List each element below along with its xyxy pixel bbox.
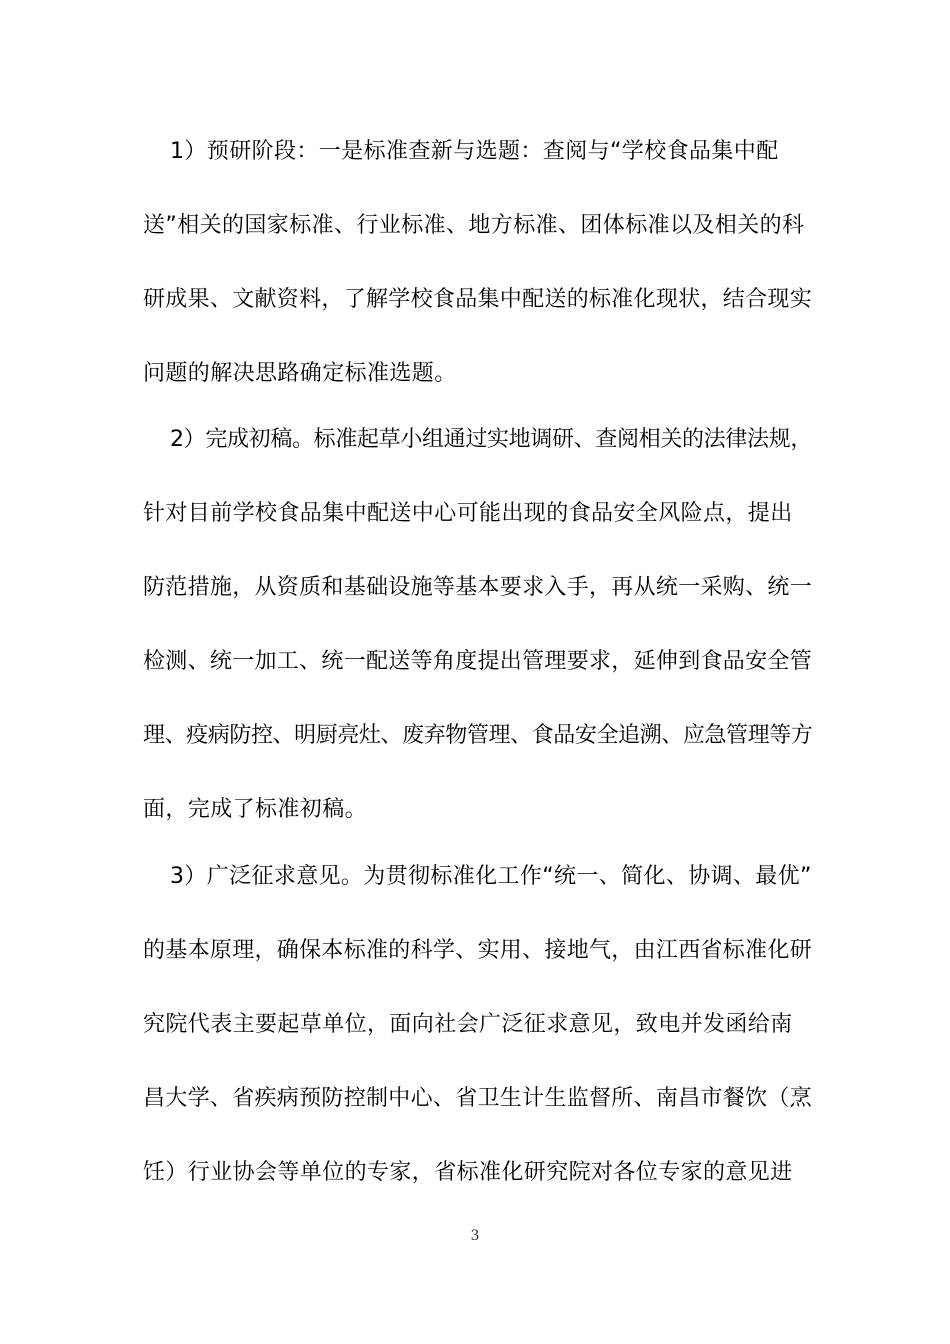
text-line: 究院代表主要起草单位，面向社会广泛征求意见，致电并发函给南 (143, 1012, 793, 1037)
text-line: 问题的解决思路确定标准选题。 (143, 361, 457, 386)
page-number: 3 (470, 1228, 480, 1244)
text-line: 面，完成了标准初稿。 (143, 797, 368, 822)
text-line: 饪）行业协会等单位的专家，省标准化研究院对各位专家的意见进 (143, 1160, 793, 1185)
text-line: 的基本原理，确保本标准的科学、实用、接地气，由江西省标准化研 (143, 938, 813, 963)
text-line: 送”相关的国家标准、行业标准、地方标准、团体标准以及相关的科 (143, 213, 805, 238)
text-line: 防范措施，从资质和基础设施等基本要求入手，再从统一采购、统一 (143, 575, 813, 600)
text-line: 理、疫病防控、明厨亮灶、废弃物管理、食品安全追溯、应急管理等方 (143, 723, 813, 748)
text-line: 1）预研阶段：一是标准查新与选题：查阅与“学校食品集中配 (170, 139, 779, 164)
text-line: 3）广泛征求意见。为贯彻标准化工作“统一、简化、协调、最优” (170, 864, 812, 889)
text-line: 检测、统一加工、统一配送等角度提出管理要求，延伸到食品安全管 (143, 649, 813, 674)
text-line: 昌大学、省疾病预防控制中心、省卫生计生监督所、南昌市餐饮（烹 (143, 1086, 813, 1111)
text-line: 针对目前学校食品集中配送中心可能出现的食品安全风险点，提出 (143, 501, 793, 526)
text-line: 研成果、文献资料，了解学校食品集中配送的标准化现状，结合现实 (143, 287, 813, 312)
text-line: 2）完成初稿。标准起草小组通过实地调研、查阅相关的法律法规， (170, 427, 812, 452)
